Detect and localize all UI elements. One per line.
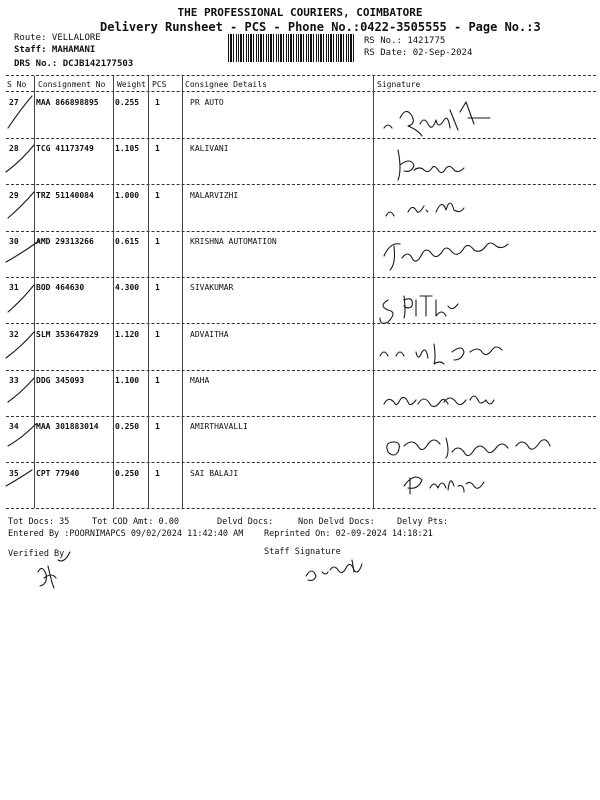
row-consignment: MAA 866898895 (36, 98, 99, 107)
company-title: THE PROFESSIONAL COURIERS, COIMBATORE (177, 6, 423, 19)
row-weight: 0.250 (115, 469, 140, 478)
entered-by: Entered By :POORNIMAPCS 09/02/2024 11:42:40 AM (8, 529, 244, 539)
tick-mark (8, 285, 34, 312)
row-consignee: MAHA (190, 376, 210, 385)
signature-row-29 (386, 203, 464, 216)
row-pcs: 1 (155, 330, 160, 339)
tick-mark (8, 96, 32, 128)
row-sno: 32 (9, 330, 19, 339)
row-consignee: SIVAKUMAR (190, 283, 234, 292)
tick-mark (6, 470, 32, 486)
row-pcs: 1 (155, 98, 160, 107)
staff-label: Staff: MAHAMANI (14, 45, 96, 55)
row-weight: 1.105 (115, 144, 140, 153)
row-sno: 29 (9, 191, 19, 200)
signature-row-33 (384, 396, 494, 407)
row-consignment: MAA 301883014 (36, 422, 99, 431)
row-sno: 34 (9, 422, 19, 431)
row-pcs: 1 (155, 283, 160, 292)
signature-row-35 (404, 477, 484, 494)
row-consignee: SAI BALAJI (190, 469, 239, 478)
tick-mark (8, 192, 34, 218)
col-signature-header: Signature (377, 80, 421, 89)
row-pcs: 1 (155, 376, 160, 385)
row-weight: 1.100 (115, 376, 140, 385)
rs-date: RS Date: 02-Sep-2024 (364, 48, 473, 58)
col-pcs-header: PCS (152, 80, 167, 89)
row-consignment: DDG 345093 (36, 376, 85, 385)
col-weight-header: Weight (117, 80, 146, 89)
row-weight: 1.120 (115, 330, 140, 339)
tick-mark (8, 424, 36, 446)
row-sno: 28 (9, 144, 19, 153)
tick-mark (8, 378, 34, 402)
row-sno: 35 (9, 469, 19, 478)
row-consignment: TRZ 51140084 (36, 191, 94, 200)
signature-row-27 (384, 102, 490, 136)
row-consignee: AMIRTHAVALLI (190, 422, 248, 431)
signature-row-32 (380, 344, 502, 364)
row-weight: 1.000 (115, 191, 140, 200)
row-pcs: 1 (155, 144, 160, 153)
verified-by-label: Verified By (8, 549, 65, 559)
col-consignee-header: Consignee Details (185, 80, 267, 89)
delivery-points: Delvy Pts: (397, 517, 449, 527)
rs-number: RS No.: 1421775 (364, 36, 446, 46)
total-cod-amount: Tot COD Amt: 0.00 (92, 517, 179, 527)
row-consignment: AMD 29313266 (36, 237, 94, 246)
row-consignee: KALIVANI (190, 144, 229, 153)
row-weight: 0.255 (115, 98, 140, 107)
staff-signature-mark (306, 560, 362, 581)
staff-signature-label: Staff Signature (264, 547, 341, 557)
drs-number: DRS No.: DCJB142177503 (14, 59, 134, 69)
runsheet-subtitle: Delivery Runsheet - PCS - Phone No.:0422-3505555 - Page No.:3 (100, 20, 541, 34)
route-label: Route: VELLALORE (14, 33, 101, 43)
row-sno: 30 (9, 237, 19, 246)
row-sno: 33 (9, 376, 19, 385)
row-pcs: 1 (155, 469, 160, 478)
row-consignment: BOD 464630 (36, 283, 85, 292)
row-consignment: SLM 353647829 (36, 330, 99, 339)
signature-row-30 (384, 243, 508, 270)
row-pcs: 1 (155, 237, 160, 246)
col-consignment-header: Consignment No (38, 80, 106, 89)
row-weight: 0.250 (115, 422, 140, 431)
row-weight: 0.615 (115, 237, 140, 246)
signature-row-34 (387, 438, 550, 458)
row-consignee: ADVAITHA (190, 330, 229, 339)
signature-row-28 (398, 150, 464, 180)
row-consignee: PR AUTO (190, 98, 224, 107)
row-sno: 31 (9, 283, 19, 292)
row-pcs: 1 (155, 422, 160, 431)
row-sno: 27 (9, 98, 19, 107)
row-consignment: TCG 41173749 (36, 144, 94, 153)
tick-mark (6, 332, 34, 358)
non-delivered-docs: Non Delvd Docs: (298, 517, 375, 527)
col-sno-header: S No (7, 80, 27, 89)
row-pcs: 1 (155, 191, 160, 200)
delivered-docs: Delvd Docs: (217, 517, 274, 527)
total-docs: Tot Docs: 35 (8, 517, 70, 527)
row-weight: 4.300 (115, 283, 140, 292)
row-consignee: MALARVIZHI (190, 191, 239, 200)
row-consignment: CPT 77940 (36, 469, 80, 478)
reprinted-on: Reprinted On: 02-09-2024 14:18:21 (264, 529, 433, 539)
signature-row-31 (380, 296, 458, 323)
tick-mark (6, 240, 40, 262)
tick-mark (6, 145, 34, 172)
row-consignee: KRISHNA AUTOMATION (190, 237, 277, 246)
